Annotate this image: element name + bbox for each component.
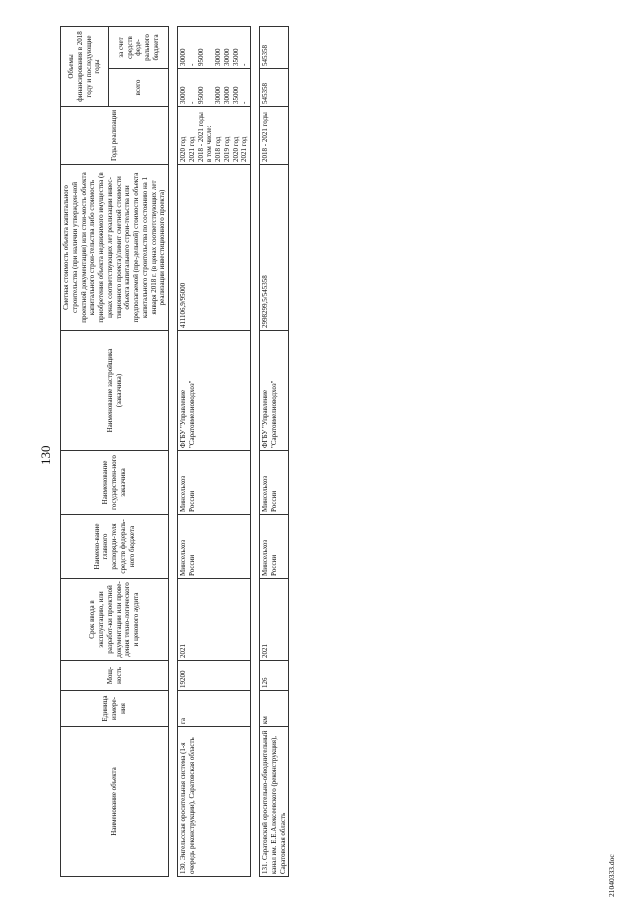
header-deadline: Срок ввода в эксплуатацию, или разработ-ки проектной документации или прове-дения техно-логического и ценового аудита: [61, 579, 169, 661]
capacity-cell: 126: [260, 661, 289, 691]
object-name: Энгельсская оросительная система (1-я очередь реконструкции), Саратовская область: [179, 737, 196, 874]
developer-cell: ФГБУ "Управление "Саратовмелиоводхоз": [178, 331, 251, 451]
header-federal: за счет средств феде-рального бюджета: [109, 26, 169, 68]
federal-line: -: [187, 63, 196, 66]
total-line: 30000: [179, 86, 187, 104]
total-line: 35000: [231, 86, 240, 104]
row-number: 130.: [179, 861, 187, 874]
header-funding: Объемы финансирования в 2018 году и последующие годы: [61, 26, 109, 106]
federal-line: [205, 29, 214, 66]
year-line: в том числе:: [205, 125, 214, 162]
deadline-cell: 2021: [260, 579, 289, 661]
object-name-cell: [260, 727, 289, 877]
header-estimate: Сметная стоимость объекта капитального строительства (при наличии утвержден-ной проектной документации) или стои-мость объекта капитального строи-тельства либо стоимость приобретения объекта недвижимого имущества (в ценах соответствующих лет реализации инвес-тиционного проекта)/лимит сметной стоимости объекта капитального строи-тельства или предполагаемой (пре-дельной) стоимости объекта капитального строительства по состоянию на 1 января 2018 г. (в ценах соответствующих лет реализации инвестиционного проекта): [61, 165, 169, 331]
object-name-cell: [178, 727, 251, 877]
total-line: 30000: [214, 86, 222, 104]
total-line: 30000: [222, 86, 231, 104]
total-line: -: [240, 101, 249, 104]
total-line: [205, 71, 214, 104]
row-gap: [169, 26, 178, 876]
footer-filename: 21040333.doc: [607, 854, 616, 897]
main-manager-cell: Минсельхоз России: [178, 515, 251, 579]
object-name: Саратовский оросительно-обводнительный канал им. Е.Е.Алексеевского (реконструкция), Саратовская область: [261, 730, 287, 874]
year-line: 2021 год: [240, 136, 249, 162]
table-row: [260, 26, 289, 876]
deadline-cell: 2021: [178, 579, 251, 661]
header-name: Наименование объекта: [61, 727, 169, 877]
federal-cell: [260, 26, 289, 68]
unit-cell: га: [178, 691, 251, 727]
year-line: 2020 год: [179, 136, 187, 162]
table-row: [178, 26, 251, 876]
years-cell: [260, 107, 289, 165]
federal-line: -: [240, 63, 249, 66]
federal-line: 35000: [231, 48, 240, 66]
page-number: 130: [38, 445, 53, 465]
state-customer-cell: Минсельхоз России: [178, 451, 251, 515]
total-line: 95000: [196, 86, 205, 104]
header-main-manager: Наимено-вание главного распоряди-теля средств федераль-ного бюджета: [61, 515, 169, 579]
header-capacity: Мощ-ность: [61, 661, 169, 691]
total-cell: [178, 69, 251, 107]
total-line: -: [187, 101, 196, 104]
year-line: 2018 - 2021 годы: [196, 112, 205, 162]
total-cell: [260, 69, 289, 107]
state-customer-cell: Минсельхоз России: [260, 451, 289, 515]
federal-line: 95000: [196, 48, 205, 66]
year-line: 2019 год: [222, 136, 231, 162]
header-row-1: [61, 26, 109, 876]
year-line: 2021 год: [187, 136, 196, 162]
unit-cell: км: [260, 691, 289, 727]
header-developer: Наименование застройщика (заказчика): [61, 331, 169, 451]
main-manager-cell: Минсельхоз России: [260, 515, 289, 579]
header-years: Годы реализации: [61, 107, 169, 165]
investment-table: [60, 26, 289, 877]
estimate-cell: 411106,9/95000: [178, 165, 251, 331]
federal-cell: [178, 26, 251, 68]
estimate-cell: 2998299,5/545358: [260, 165, 289, 331]
federal-line: 30000: [179, 48, 187, 66]
row-number: 131.: [261, 861, 269, 874]
federal-line: 30000: [222, 48, 231, 66]
total-line: 545358: [261, 83, 269, 104]
federal-line: 30000: [214, 48, 222, 66]
row-gap: [251, 26, 260, 876]
federal-line: 545358: [261, 45, 269, 66]
developer-cell: ФГБУ "Управление "Саратовмелиоводхоз": [260, 331, 289, 451]
year-line: 2020 год: [231, 136, 240, 162]
header-unit: Единица измере-ния: [61, 691, 169, 727]
capacity-cell: 19200: [178, 661, 251, 691]
years-cell: [178, 107, 251, 165]
header-state-customer: Наименование государствен-ного заказчика: [61, 451, 169, 515]
year-line: 2018 - 2021 годы: [261, 112, 269, 162]
header-total: всего: [109, 69, 169, 107]
year-line: 2018 год: [214, 136, 222, 162]
